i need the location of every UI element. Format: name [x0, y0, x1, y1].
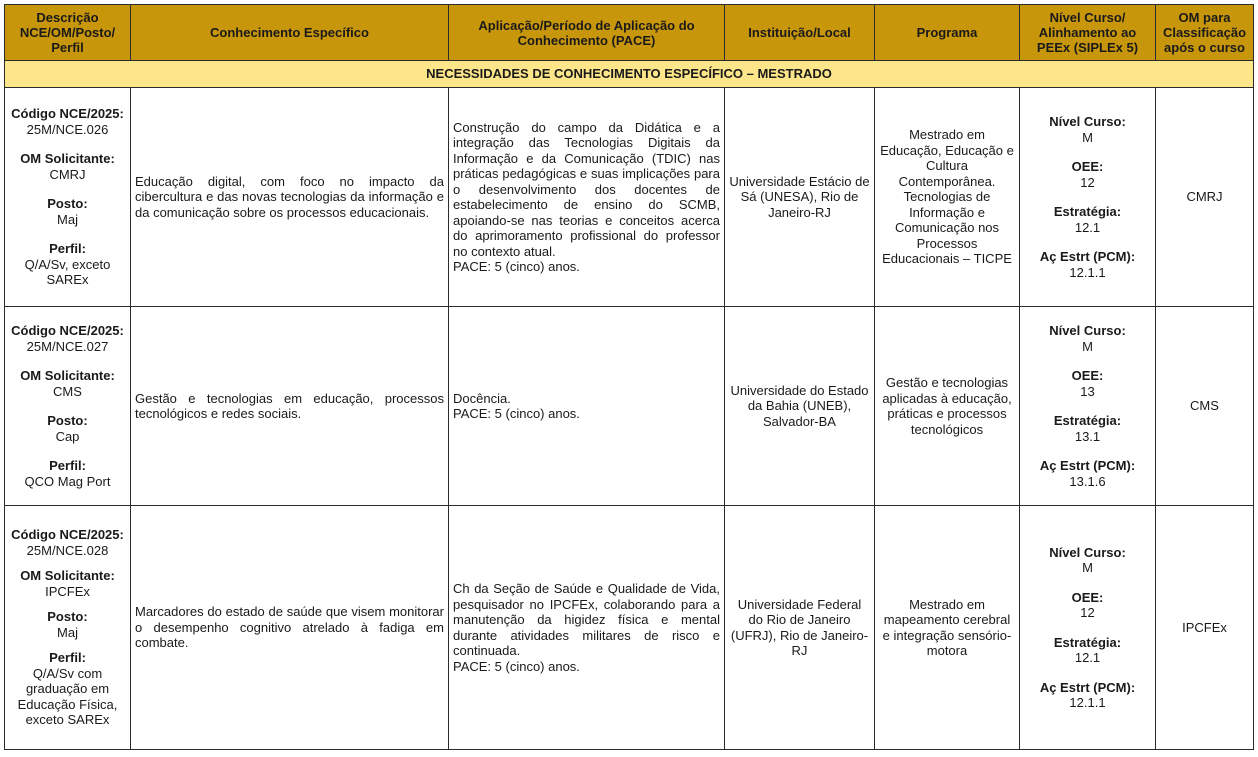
- programa-cell: Mestrado em Educação, Educação e Cultura Contemporânea. Tecnologias de Informação e Comunicação nos Processos Educacionais – TICPE: [875, 88, 1020, 307]
- ac-estrt-value: 13.1.6: [1069, 473, 1106, 489]
- descricao-cell: [5, 506, 131, 750]
- oee-value: 12: [1080, 605, 1095, 620]
- ac-estrt-label: Aç Estrt (PCM):: [1039, 249, 1136, 264]
- ac-estrt-value: 12.1.1: [1069, 695, 1106, 710]
- section-row: [5, 61, 1254, 88]
- perfil-label: Perfil:: [49, 458, 86, 473]
- programa-cell: Gestão e tecnologias aplicadas à educação, práticas e processos tecnológicos: [875, 307, 1020, 506]
- header-programa: Programa: [875, 5, 1020, 61]
- om-solicitante-label: OM Solicitante:: [20, 151, 115, 167]
- oee-value: 13: [1080, 383, 1095, 399]
- pace-text: Construção do campo da Didática e a integração das Tecnologias Digitais da Informação e da Comunicação (TDIC) nas práticas pedagógicas e suas implicações para o desenvolvimento dos docentes de estabelecimento de ensino do SCMB, apoiando-se nas teorias e conceitos acerca do aprimoramento profissional do professor no contexto atual.: [453, 119, 720, 259]
- pace-text: Ch da Seção de Saúde e Qualidade de Vida, pesquisador no IPCFEx, colaborando para a manutenção da higidez física e mental durante atividades militares de risco e continuada.: [453, 581, 720, 658]
- pace-cell: [449, 307, 725, 506]
- codigo-value: 25M/NCE.027: [26, 338, 109, 354]
- pace-cell: [449, 88, 725, 307]
- posto-value: Maj: [57, 624, 78, 640]
- instituicao-cell: Universidade Estácio de Sá (UNESA), Rio de Janeiro-RJ: [725, 88, 875, 307]
- posto-value: Cap: [55, 428, 80, 444]
- om-classificacao-cell: IPCFEx: [1156, 506, 1254, 750]
- posto-label: Posto:: [47, 609, 88, 625]
- nivel-cell: [1020, 88, 1156, 307]
- codigo-label: Código NCE/2025:: [11, 323, 124, 338]
- pace-period: PACE: 5 (cinco) anos.: [453, 658, 580, 674]
- codigo-value: 25M/NCE.028: [26, 542, 109, 558]
- nivel-curso-value: M: [1082, 129, 1093, 145]
- perfil-value: QCO Mag Port: [24, 473, 111, 489]
- oee-label: OEE:: [1071, 159, 1104, 174]
- table-row: [5, 88, 1254, 307]
- nce-table: [4, 4, 1254, 750]
- estrategia-value: 12.1: [1074, 650, 1101, 665]
- header-pace: Aplicação/Período de Aplicação do Conhecimento (PACE): [449, 5, 725, 61]
- codigo-label: Código NCE/2025:: [11, 106, 124, 122]
- pace-period: PACE: 5 (cinco) anos.: [453, 259, 580, 274]
- header-descricao: Descrição NCE/OM/Posto/ Perfil: [5, 5, 131, 61]
- header-instituicao: Instituição/Local: [725, 5, 875, 61]
- header-om-classificacao: OM para Classificação após o curso: [1156, 5, 1254, 61]
- posto-value: Maj: [57, 211, 78, 227]
- instituicao-cell: Universidade Federal do Rio de Janeiro (UFRJ), Rio de Janeiro-RJ: [725, 506, 875, 750]
- om-solicitante-value: CMS: [53, 383, 82, 399]
- perfil-label: Perfil:: [49, 241, 86, 257]
- om-classificacao-cell: CMRJ: [1156, 88, 1254, 307]
- estrategia-value: 12.1: [1074, 219, 1101, 235]
- om-solicitante-label: OM Solicitante:: [20, 568, 115, 584]
- nivel-curso-value: M: [1082, 560, 1093, 575]
- oee-value: 12: [1080, 174, 1095, 190]
- descricao-cell: [5, 88, 131, 307]
- conhecimento-cell: Educação digital, com foco no impacto da cibercultura e das novas tecnologias da informação e da comunicação sobre os processos educacionais.: [131, 88, 449, 307]
- nivel-curso-label: Nível Curso:: [1049, 323, 1126, 338]
- conhecimento-cell: Gestão e tecnologias em educação, processos tecnológicos e redes sociais.: [131, 307, 449, 506]
- pace-cell: [449, 506, 725, 750]
- ac-estrt-label: Aç Estrt (PCM):: [1039, 458, 1136, 473]
- nivel-curso-label: Nível Curso:: [1049, 114, 1126, 129]
- posto-label: Posto:: [47, 196, 88, 212]
- perfil-value: Q/A/Sv, exceto SAREx: [24, 256, 111, 288]
- estrategia-value: 13.1: [1074, 428, 1101, 444]
- om-solicitante-value: IPCFEx: [45, 583, 90, 599]
- instituicao-cell: Universidade do Estado da Bahia (UNEB), Salvador-BA: [725, 307, 875, 506]
- estrategia-label: Estratégia:: [1053, 413, 1122, 428]
- programa-cell: Mestrado em mapeamento cerebral e integração sensório-motora: [875, 506, 1020, 750]
- ac-estrt-label: Aç Estrt (PCM):: [1039, 679, 1136, 695]
- perfil-label: Perfil:: [49, 650, 86, 666]
- codigo-label: Código NCE/2025:: [11, 527, 124, 543]
- nivel-cell: [1020, 506, 1156, 750]
- header-nivel: Nível Curso/ Alinhamento ao PEEx (SIPLEx 5): [1020, 5, 1156, 61]
- table-row: [5, 307, 1254, 506]
- perfil-value: Q/A/Sv com graduação em Educação Física, exceto SAREx: [17, 665, 118, 728]
- codigo-value: 25M/NCE.026: [26, 121, 109, 137]
- nivel-cell: [1020, 307, 1156, 506]
- oee-label: OEE:: [1071, 589, 1104, 605]
- descricao-cell: [5, 307, 131, 506]
- oee-label: OEE:: [1071, 368, 1104, 383]
- nivel-curso-value: M: [1082, 338, 1093, 354]
- section-title: NECESSIDADES DE CONHECIMENTO ESPECÍFICO – MESTRADO: [5, 61, 1254, 88]
- ac-estrt-value: 12.1.1: [1069, 264, 1106, 280]
- conhecimento-cell: Marcadores do estado de saúde que visem monitorar o desempenho cognitivo atrelado à fadiga em combate.: [131, 506, 449, 750]
- table-row: [5, 506, 1254, 750]
- estrategia-label: Estratégia:: [1053, 204, 1122, 219]
- estrategia-label: Estratégia:: [1053, 634, 1122, 650]
- header-row: [5, 5, 1254, 61]
- header-conhecimento: Conhecimento Específico: [131, 5, 449, 61]
- pace-period: PACE: 5 (cinco) anos.: [453, 406, 580, 421]
- om-solicitante-value: CMRJ: [49, 166, 86, 182]
- posto-label: Posto:: [47, 413, 88, 428]
- nivel-curso-label: Nível Curso:: [1049, 544, 1126, 560]
- pace-text: Docência.: [453, 390, 511, 406]
- om-classificacao-cell: CMS: [1156, 307, 1254, 506]
- om-solicitante-label: OM Solicitante:: [20, 368, 115, 383]
